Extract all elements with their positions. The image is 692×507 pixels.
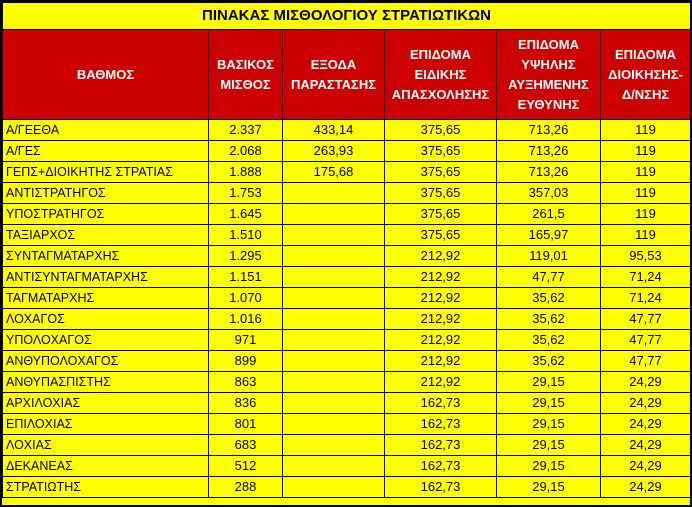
table-row xyxy=(3,435,691,456)
base-salary-cell: 1.295 xyxy=(209,246,283,267)
representation-expenses-cell xyxy=(283,351,385,372)
rank-cell: ΑΝΤΙΣΤΡΑΤΗΓΟΣ xyxy=(3,183,209,204)
rank-cell: ΥΠΟΣΤΡΑΤΗΓΟΣ xyxy=(3,204,209,225)
representation-expenses-cell xyxy=(283,309,385,330)
base-salary-cell: 2.068 xyxy=(209,141,283,162)
high-responsibility-cell: 29,15 xyxy=(497,414,601,435)
table-row xyxy=(3,267,691,288)
special-employment-cell: 212,92 xyxy=(385,267,497,288)
rank-cell: ΣΤΡΑΤΙΩΤΗΣ xyxy=(3,477,209,498)
high-responsibility-cell: 713,26 xyxy=(497,141,601,162)
representation-expenses-cell xyxy=(283,288,385,309)
base-salary-cell: 1.645 xyxy=(209,204,283,225)
rank-cell: ΣΥΝΤΑΓΜΑΤΑΡΧΗΣ xyxy=(3,246,209,267)
table-row xyxy=(3,288,691,309)
base-salary-cell: 288 xyxy=(209,477,283,498)
representation-expenses-cell xyxy=(283,456,385,477)
header-rank xyxy=(3,30,209,120)
header-line: ΑΠΑΣΧΟΛΗΣΗΣ xyxy=(391,86,490,102)
command-allowance-cell: 24,29 xyxy=(601,477,691,498)
special-employment-cell: 212,92 xyxy=(385,372,497,393)
high-responsibility-cell: 165,97 xyxy=(497,225,601,246)
header-line: ΕΙΔΙΚΗΣ xyxy=(414,66,467,82)
header-line: ΕΠΙΔΟΜΑ xyxy=(518,36,579,52)
table-row xyxy=(3,414,691,435)
salary-table xyxy=(2,2,691,498)
command-allowance-cell: 24,29 xyxy=(601,372,691,393)
base-salary-cell: 836 xyxy=(209,393,283,414)
table-row xyxy=(3,120,691,141)
special-employment-cell: 162,73 xyxy=(385,414,497,435)
high-responsibility-cell: 29,15 xyxy=(497,435,601,456)
special-employment-cell: 212,92 xyxy=(385,246,497,267)
header-line: ΜΙΣΘΟΣ xyxy=(220,76,271,92)
representation-expenses-cell: 263,93 xyxy=(283,141,385,162)
rank-cell: Α/ΓΕΣ xyxy=(3,141,209,162)
special-employment-cell: 375,65 xyxy=(385,162,497,183)
rank-cell: ΤΑΞΙΑΡΧΟΣ xyxy=(3,225,209,246)
rank-cell: ΤΑΓΜΑΤΑΡΧΗΣ xyxy=(3,288,209,309)
header-high-responsibility-allowance xyxy=(497,30,601,120)
header-line: ΕΠΙΔΟΜΑ xyxy=(615,46,676,62)
special-employment-cell: 162,73 xyxy=(385,477,497,498)
high-responsibility-cell: 35,62 xyxy=(497,309,601,330)
rank-cell: ΛΟΧΙΑΣ xyxy=(3,435,209,456)
command-allowance-cell: 119 xyxy=(601,183,691,204)
special-employment-cell: 212,92 xyxy=(385,288,497,309)
table-row xyxy=(3,183,691,204)
special-employment-cell: 162,73 xyxy=(385,456,497,477)
header-line: ΠΑΡΑΣΤΑΣΗΣ xyxy=(290,76,377,92)
header-line: ΔΙΟΙΚΗΣΗΣ- xyxy=(608,66,683,82)
representation-expenses-cell xyxy=(283,267,385,288)
special-employment-cell: 375,65 xyxy=(385,204,497,225)
high-responsibility-cell: 357,03 xyxy=(497,183,601,204)
rank-cell: ΓΕΠΣ+ΔΙΟΙΚΗΤΗΣ ΣΤΡΑΤΙΑΣ xyxy=(3,162,209,183)
table-row xyxy=(3,309,691,330)
command-allowance-cell: 24,29 xyxy=(601,393,691,414)
special-employment-cell: 375,65 xyxy=(385,225,497,246)
header-special-employment-allowance xyxy=(385,30,497,120)
table-row xyxy=(3,477,691,498)
command-allowance-cell: 119 xyxy=(601,204,691,225)
base-salary-cell: 1.510 xyxy=(209,225,283,246)
high-responsibility-cell: 29,15 xyxy=(497,372,601,393)
special-employment-cell: 375,65 xyxy=(385,183,497,204)
high-responsibility-cell: 119,01 xyxy=(497,246,601,267)
command-allowance-cell: 119 xyxy=(601,120,691,141)
header-representation-expenses xyxy=(283,30,385,120)
representation-expenses-cell: 175,68 xyxy=(283,162,385,183)
base-salary-cell: 1.016 xyxy=(209,309,283,330)
high-responsibility-cell: 47,77 xyxy=(497,267,601,288)
representation-expenses-cell xyxy=(283,225,385,246)
base-salary-cell: 971 xyxy=(209,330,283,351)
base-salary-cell: 2.337 xyxy=(209,120,283,141)
rank-cell: ΛΟΧΑΓΟΣ xyxy=(3,309,209,330)
table-row xyxy=(3,141,691,162)
high-responsibility-cell: 29,15 xyxy=(497,456,601,477)
command-allowance-cell: 24,29 xyxy=(601,456,691,477)
high-responsibility-cell: 713,26 xyxy=(497,120,601,141)
command-allowance-cell: 47,77 xyxy=(601,351,691,372)
table-row xyxy=(3,393,691,414)
header-line: Δ/ΝΣΗΣ xyxy=(621,86,670,102)
base-salary-cell: 1.888 xyxy=(209,162,283,183)
command-allowance-cell: 24,29 xyxy=(601,414,691,435)
rank-cell: ΑΝΤΙΣΥΝΤΑΓΜΑΤΑΡΧΗΣ xyxy=(3,267,209,288)
base-salary-cell: 863 xyxy=(209,372,283,393)
header-line: ΒΑΘΜΟΣ xyxy=(76,66,135,82)
table-row xyxy=(3,456,691,477)
high-responsibility-cell: 29,15 xyxy=(497,393,601,414)
rank-cell: ΔΕΚΑΝΕΑΣ xyxy=(3,456,209,477)
representation-expenses-cell xyxy=(283,372,385,393)
command-allowance-cell: 71,24 xyxy=(601,288,691,309)
rank-cell: ΥΠΟΛΟΧΑΓΟΣ xyxy=(3,330,209,351)
table-row xyxy=(3,225,691,246)
representation-expenses-cell xyxy=(283,414,385,435)
special-employment-cell: 212,92 xyxy=(385,351,497,372)
header-base-salary xyxy=(209,30,283,120)
rank-cell: ΑΝΘΥΠΟΛΟΧΑΓΟΣ xyxy=(3,351,209,372)
special-employment-cell: 212,92 xyxy=(385,309,497,330)
header-line: ΒΑΣΙΚΟΣ xyxy=(217,56,274,72)
table-row xyxy=(3,204,691,225)
table-row xyxy=(3,372,691,393)
table-row xyxy=(3,162,691,183)
representation-expenses-cell xyxy=(283,204,385,225)
high-responsibility-cell: 35,62 xyxy=(497,288,601,309)
high-responsibility-cell: 35,62 xyxy=(497,351,601,372)
command-allowance-cell: 119 xyxy=(601,141,691,162)
representation-expenses-cell xyxy=(283,435,385,456)
base-salary-cell: 899 xyxy=(209,351,283,372)
header-line: ΑΥΞΗΜΕΝΗΣ xyxy=(508,76,589,92)
command-allowance-cell: 71,24 xyxy=(601,267,691,288)
representation-expenses-cell xyxy=(283,183,385,204)
high-responsibility-cell: 29,15 xyxy=(497,477,601,498)
high-responsibility-cell: 35,62 xyxy=(497,330,601,351)
table-row xyxy=(3,351,691,372)
special-employment-cell: 212,92 xyxy=(385,330,497,351)
representation-expenses-cell xyxy=(283,246,385,267)
table-body xyxy=(3,120,691,498)
header-line: ΕΠΙΔΟΜΑ xyxy=(410,46,471,62)
table-row xyxy=(3,246,691,267)
header-line: ΕΥΘΥΝΗΣ xyxy=(517,96,580,112)
base-salary-cell: 1.753 xyxy=(209,183,283,204)
rank-cell: ΕΠΙΛΟΧΙΑΣ xyxy=(3,414,209,435)
command-allowance-cell: 119 xyxy=(601,162,691,183)
table-title: ΠΙΝΑΚΑΣ ΜΙΣΘΟΛΟΓΙΟΥ ΣΤΡΑΤΙΩΤΙΚΩΝ xyxy=(3,3,691,30)
high-responsibility-cell: 713,26 xyxy=(497,162,601,183)
command-allowance-cell: 95,53 xyxy=(601,246,691,267)
special-employment-cell: 375,65 xyxy=(385,120,497,141)
rank-cell: Α/ΓΕΕΘΑ xyxy=(3,120,209,141)
representation-expenses-cell xyxy=(283,393,385,414)
rank-cell: ΑΡΧΙΛΟΧΙΑΣ xyxy=(3,393,209,414)
high-responsibility-cell: 261,5 xyxy=(497,204,601,225)
base-salary-cell: 1.151 xyxy=(209,267,283,288)
base-salary-cell: 683 xyxy=(209,435,283,456)
header-line: ΕΞΟΔΑ xyxy=(310,56,357,72)
special-employment-cell: 162,73 xyxy=(385,435,497,456)
base-salary-cell: 512 xyxy=(209,456,283,477)
column-header-row xyxy=(3,30,691,120)
command-allowance-cell: 47,77 xyxy=(601,330,691,351)
header-line: ΥΨΗΛΗΣ xyxy=(521,56,576,72)
command-allowance-cell: 24,29 xyxy=(601,435,691,456)
header-command-allowance xyxy=(601,30,691,120)
table-row xyxy=(3,330,691,351)
base-salary-cell: 801 xyxy=(209,414,283,435)
representation-expenses-cell xyxy=(283,330,385,351)
base-salary-cell: 1.070 xyxy=(209,288,283,309)
rank-cell: ΑΝΘΥΠΑΣΠΙΣΤΗΣ xyxy=(3,372,209,393)
special-employment-cell: 162,73 xyxy=(385,393,497,414)
representation-expenses-cell xyxy=(283,477,385,498)
command-allowance-cell: 119 xyxy=(601,225,691,246)
special-employment-cell: 375,65 xyxy=(385,141,497,162)
command-allowance-cell: 47,77 xyxy=(601,309,691,330)
representation-expenses-cell: 433,14 xyxy=(283,120,385,141)
